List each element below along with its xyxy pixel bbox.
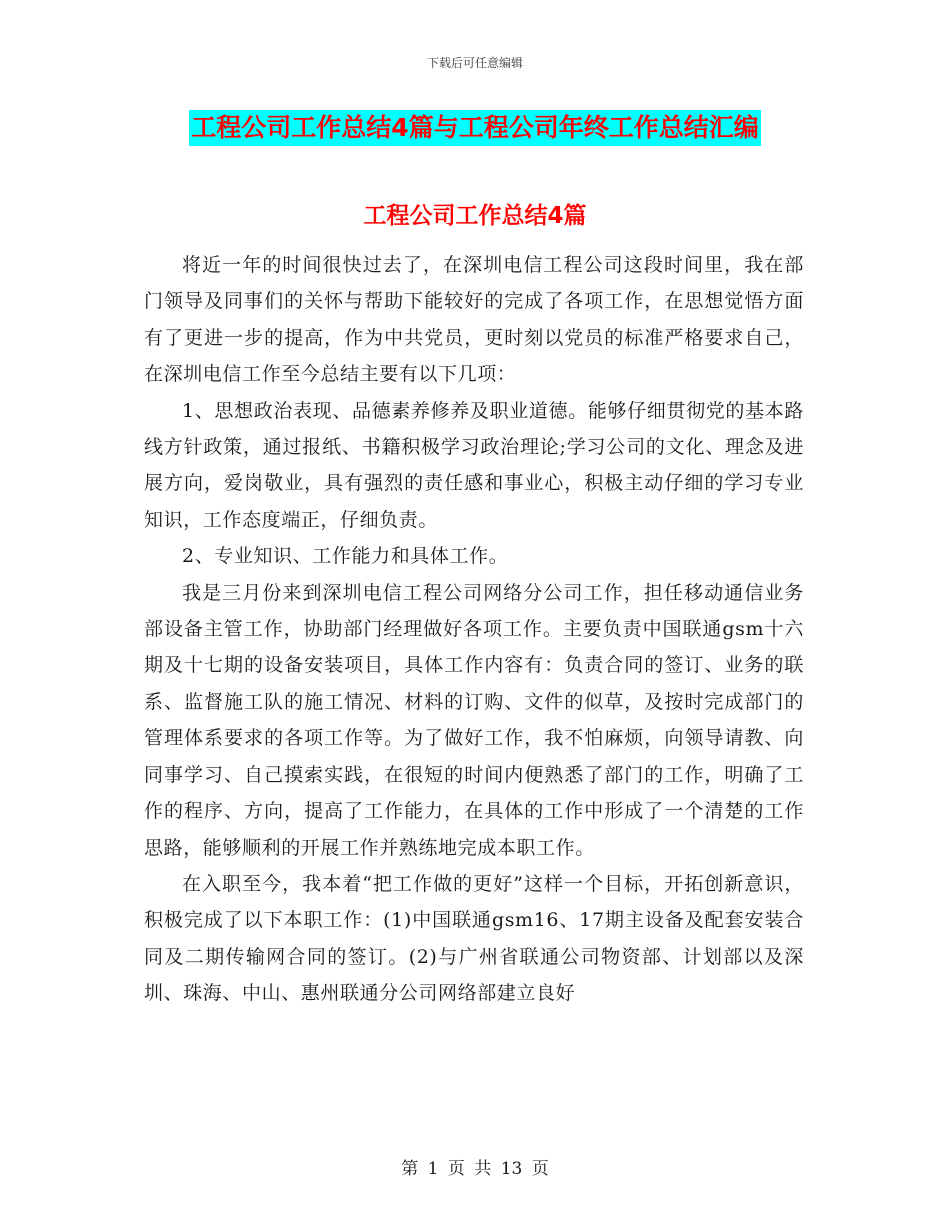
paragraph-1: 将近一年的时间很快过去了，在深圳电信工程公司这段时间里，我在部门领导及同事们的关怀与帮助下能较好的完成了各项工作，在思想觉悟方面有了更进一步的提高，作为中共党员，更时刻以党员的标准严格要求自己，在深圳电信工作至今总结主要有以下几项： — [144, 254, 804, 386]
section-heading: 工程公司工作总结4篇 — [363, 203, 587, 229]
document-title: 工程公司工作总结4篇与工程公司年终工作总结汇编 — [189, 110, 760, 146]
document-body — [144, 247, 804, 1012]
paragraph-4: 我是三月份来到深圳电信工程公司网络分公司工作，担任移动通信业务部设备主管工作，协助部门经理做好各项工作。主要负责中国联通gsm十六期及十七期的设备安装项目，具体工作内容有：负责合同的签订、业务的联系、监督施工队的施工情况、材料的订购、文件的似草，及按时完成部门的管理体系要求的各项工作等。为了做好工作，我不怕麻烦，向领导请教、向同事学习、自己摸索实践，在很短的时间内便熟悉了部门的工作，明确了工作的程序、方向，提高了工作能力，在具体的工作中形成了一个清楚的工作思路，能够顺利的开展工作并熟练地完成本职工作。 — [144, 581, 804, 859]
page-number-footer: 第 1 页 共 13 页 — [401, 1159, 549, 1179]
page-header-note: 下载后可任意编辑 — [426, 56, 523, 70]
paragraph-3: 2、专业知识、工作能力和具体工作。 — [182, 545, 509, 568]
paragraph-5: 在入职至今，我本着“把工作做的更好”这样一个目标，开拓创新意识，积极完成了以下本职工作：(1)中国联通gsm16、17期主设备及配套安装合同及二期传输网合同的签订。(2)与广州省联通公司物资部、计划部以及深圳、珠海、中山、惠州联通分公司网络部建立良好 — [144, 872, 804, 1005]
paragraph-2: 1、思想政治表现、品德素养修养及职业道德。能够仔细贯彻党的基本路线方针政策，通过报纸、书籍积极学习政治理论;学习公司的文化、理念及进展方向，爱岗敬业，具有强烈的责任感和事业心，积极主动仔细的学习专业知识，工作态度端正，仔细负责。 — [144, 399, 804, 531]
document-title-block — [0, 110, 950, 146]
